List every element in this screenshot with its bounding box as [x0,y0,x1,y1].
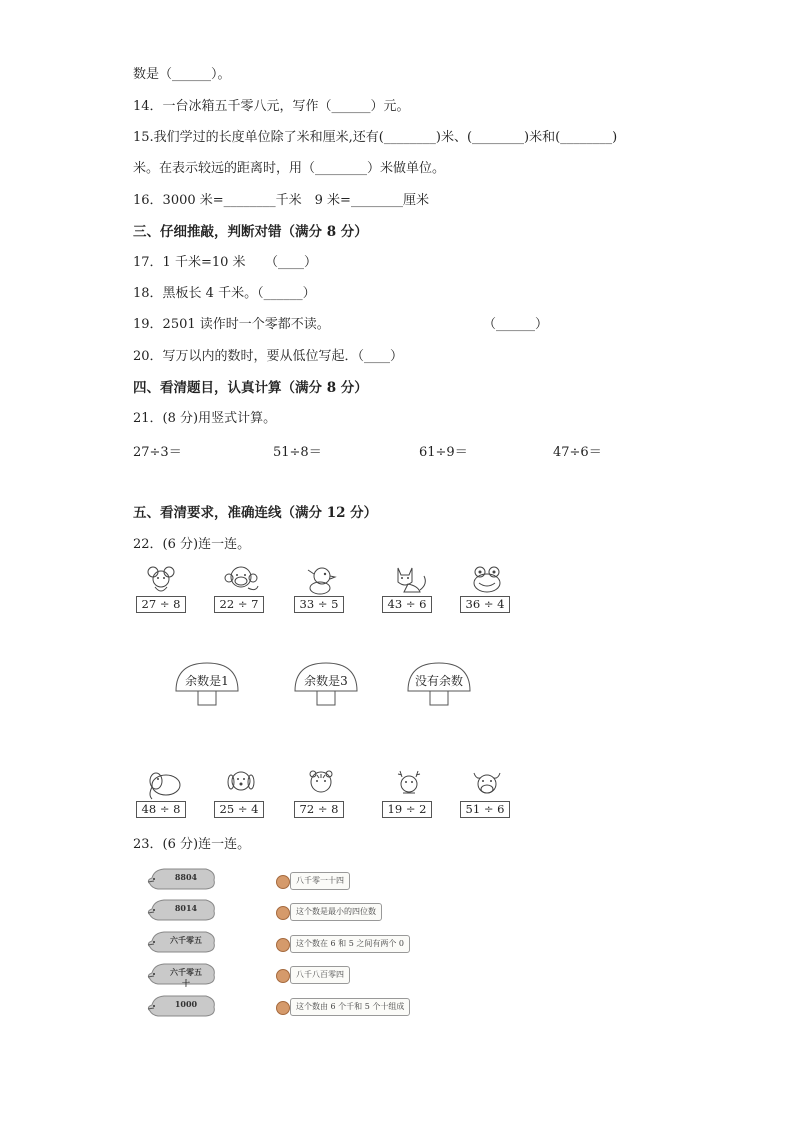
acorn-icon [276,875,290,889]
deer-card[interactable] [382,769,432,823]
acorn-icon [276,1001,290,1015]
calc-item: 27÷3＝ [133,445,182,460]
hedgehog-number: 六千零五 [170,935,202,945]
frog-card[interactable] [460,564,510,618]
hedgehog-number: 8014 [174,903,198,913]
tiger-icon [302,769,340,801]
question-13-tail: 数是（______）。 [133,67,231,82]
question-19-blank: （______） [483,317,549,332]
question-18: 18．黑板长 4 千米。（______） [133,286,316,301]
calc-item: 61÷9＝ [419,445,468,460]
question-19: 19．2501 读作时一个零都不读。 [133,317,330,332]
mouse-icon [144,564,178,596]
elephant-icon [144,769,184,801]
hedgehog-number: 8804 [174,872,198,882]
acorn-icon [276,969,290,983]
mushroom-label: 余数是3 [304,674,348,688]
hedgehog-number: 六千零五十 [170,967,202,988]
description-text: 八千零一十四 [290,872,350,890]
hedgehog-1000[interactable] [144,993,220,1019]
chick-icon [302,564,340,596]
question-14: 14．一台冰箱五千零八元，写作（______）元。 [133,99,410,114]
expression-box: 51 ÷ 6 [460,801,510,818]
calc-item: 47÷6＝ [553,445,602,460]
chick-card[interactable] [294,564,344,618]
acorn-icon [276,938,290,952]
mushroom-label: 余数是1 [185,674,229,688]
section-3-heading: 三、仔细推敲，判断对错（满分 8 分） [133,224,368,240]
expression-box: 36 ÷ 4 [460,596,510,613]
monkey-icon [222,564,260,596]
hedgehog-6005[interactable] [144,929,220,955]
monkey-card[interactable] [214,564,264,618]
question-17: 17．1 千米=10 米 （____） [133,255,318,270]
mushroom-label: 没有余数 [414,674,463,688]
description-text: 这个数由 6 个千和 5 个十组成 [290,998,410,1016]
hedgehog-8804[interactable] [144,866,220,892]
expression-box: 33 ÷ 5 [294,596,344,613]
hedgehog-number: 1000 [174,999,198,1009]
expression-box: 22 ÷ 7 [214,596,264,613]
mushroom-no-remainder[interactable] [404,661,474,709]
question-15-line2: 米。在表示较远的距离时，用（________）米做单位。 [133,161,446,176]
section-5-heading: 五、看清要求，准确连线（满分 12 分） [133,505,378,521]
cat-card[interactable] [382,564,432,618]
expression-box: 43 ÷ 6 [382,596,432,613]
acorn-icon [276,906,290,920]
dog-icon [222,769,260,801]
question-20: 20．写万以内的数时，要从低位写起．（____） [133,349,404,364]
description-text: 八千八百零四 [290,966,350,984]
cat-icon [390,564,430,596]
expression-box: 48 ÷ 8 [136,801,186,818]
mushroom-remainder-3[interactable] [291,661,361,709]
dog-card[interactable] [214,769,264,823]
question-21: 21．(8 分)用竖式计算。 [133,411,277,426]
hedgehog-8014[interactable] [144,897,220,923]
expression-box: 27 ÷ 8 [136,596,186,613]
expression-box: 19 ÷ 2 [382,801,432,818]
mouse-card[interactable] [136,564,186,618]
question-15-line1: 15.我们学过的长度单位除了米和厘米,还有(________)米、(________)米和(________) [133,130,618,145]
deer-icon [390,769,428,801]
cow-icon [468,769,506,801]
elephant-card[interactable] [136,769,186,823]
description-text: 这个数在 6 和 5 之间有两个 0 [290,935,410,953]
calc-item: 51÷8＝ [273,445,322,460]
question-16: 16．3000 米=________千米 9 米=________厘米 [133,193,429,208]
cow-card[interactable] [460,769,510,823]
frog-icon [468,564,506,596]
question-22: 22．(6 分)连一连。 [133,537,251,552]
tiger-card[interactable] [294,769,344,823]
expression-box: 72 ÷ 8 [294,801,344,818]
mushroom-remainder-1[interactable] [172,661,242,709]
question-23: 23．(6 分)连一连。 [133,837,251,852]
expression-box: 25 ÷ 4 [214,801,264,818]
description-text: 这个数是最小的四位数 [290,903,382,921]
section-4-heading: 四、看清题目，认真计算（满分 8 分） [133,380,368,396]
hedgehog-6050[interactable] [144,961,220,987]
